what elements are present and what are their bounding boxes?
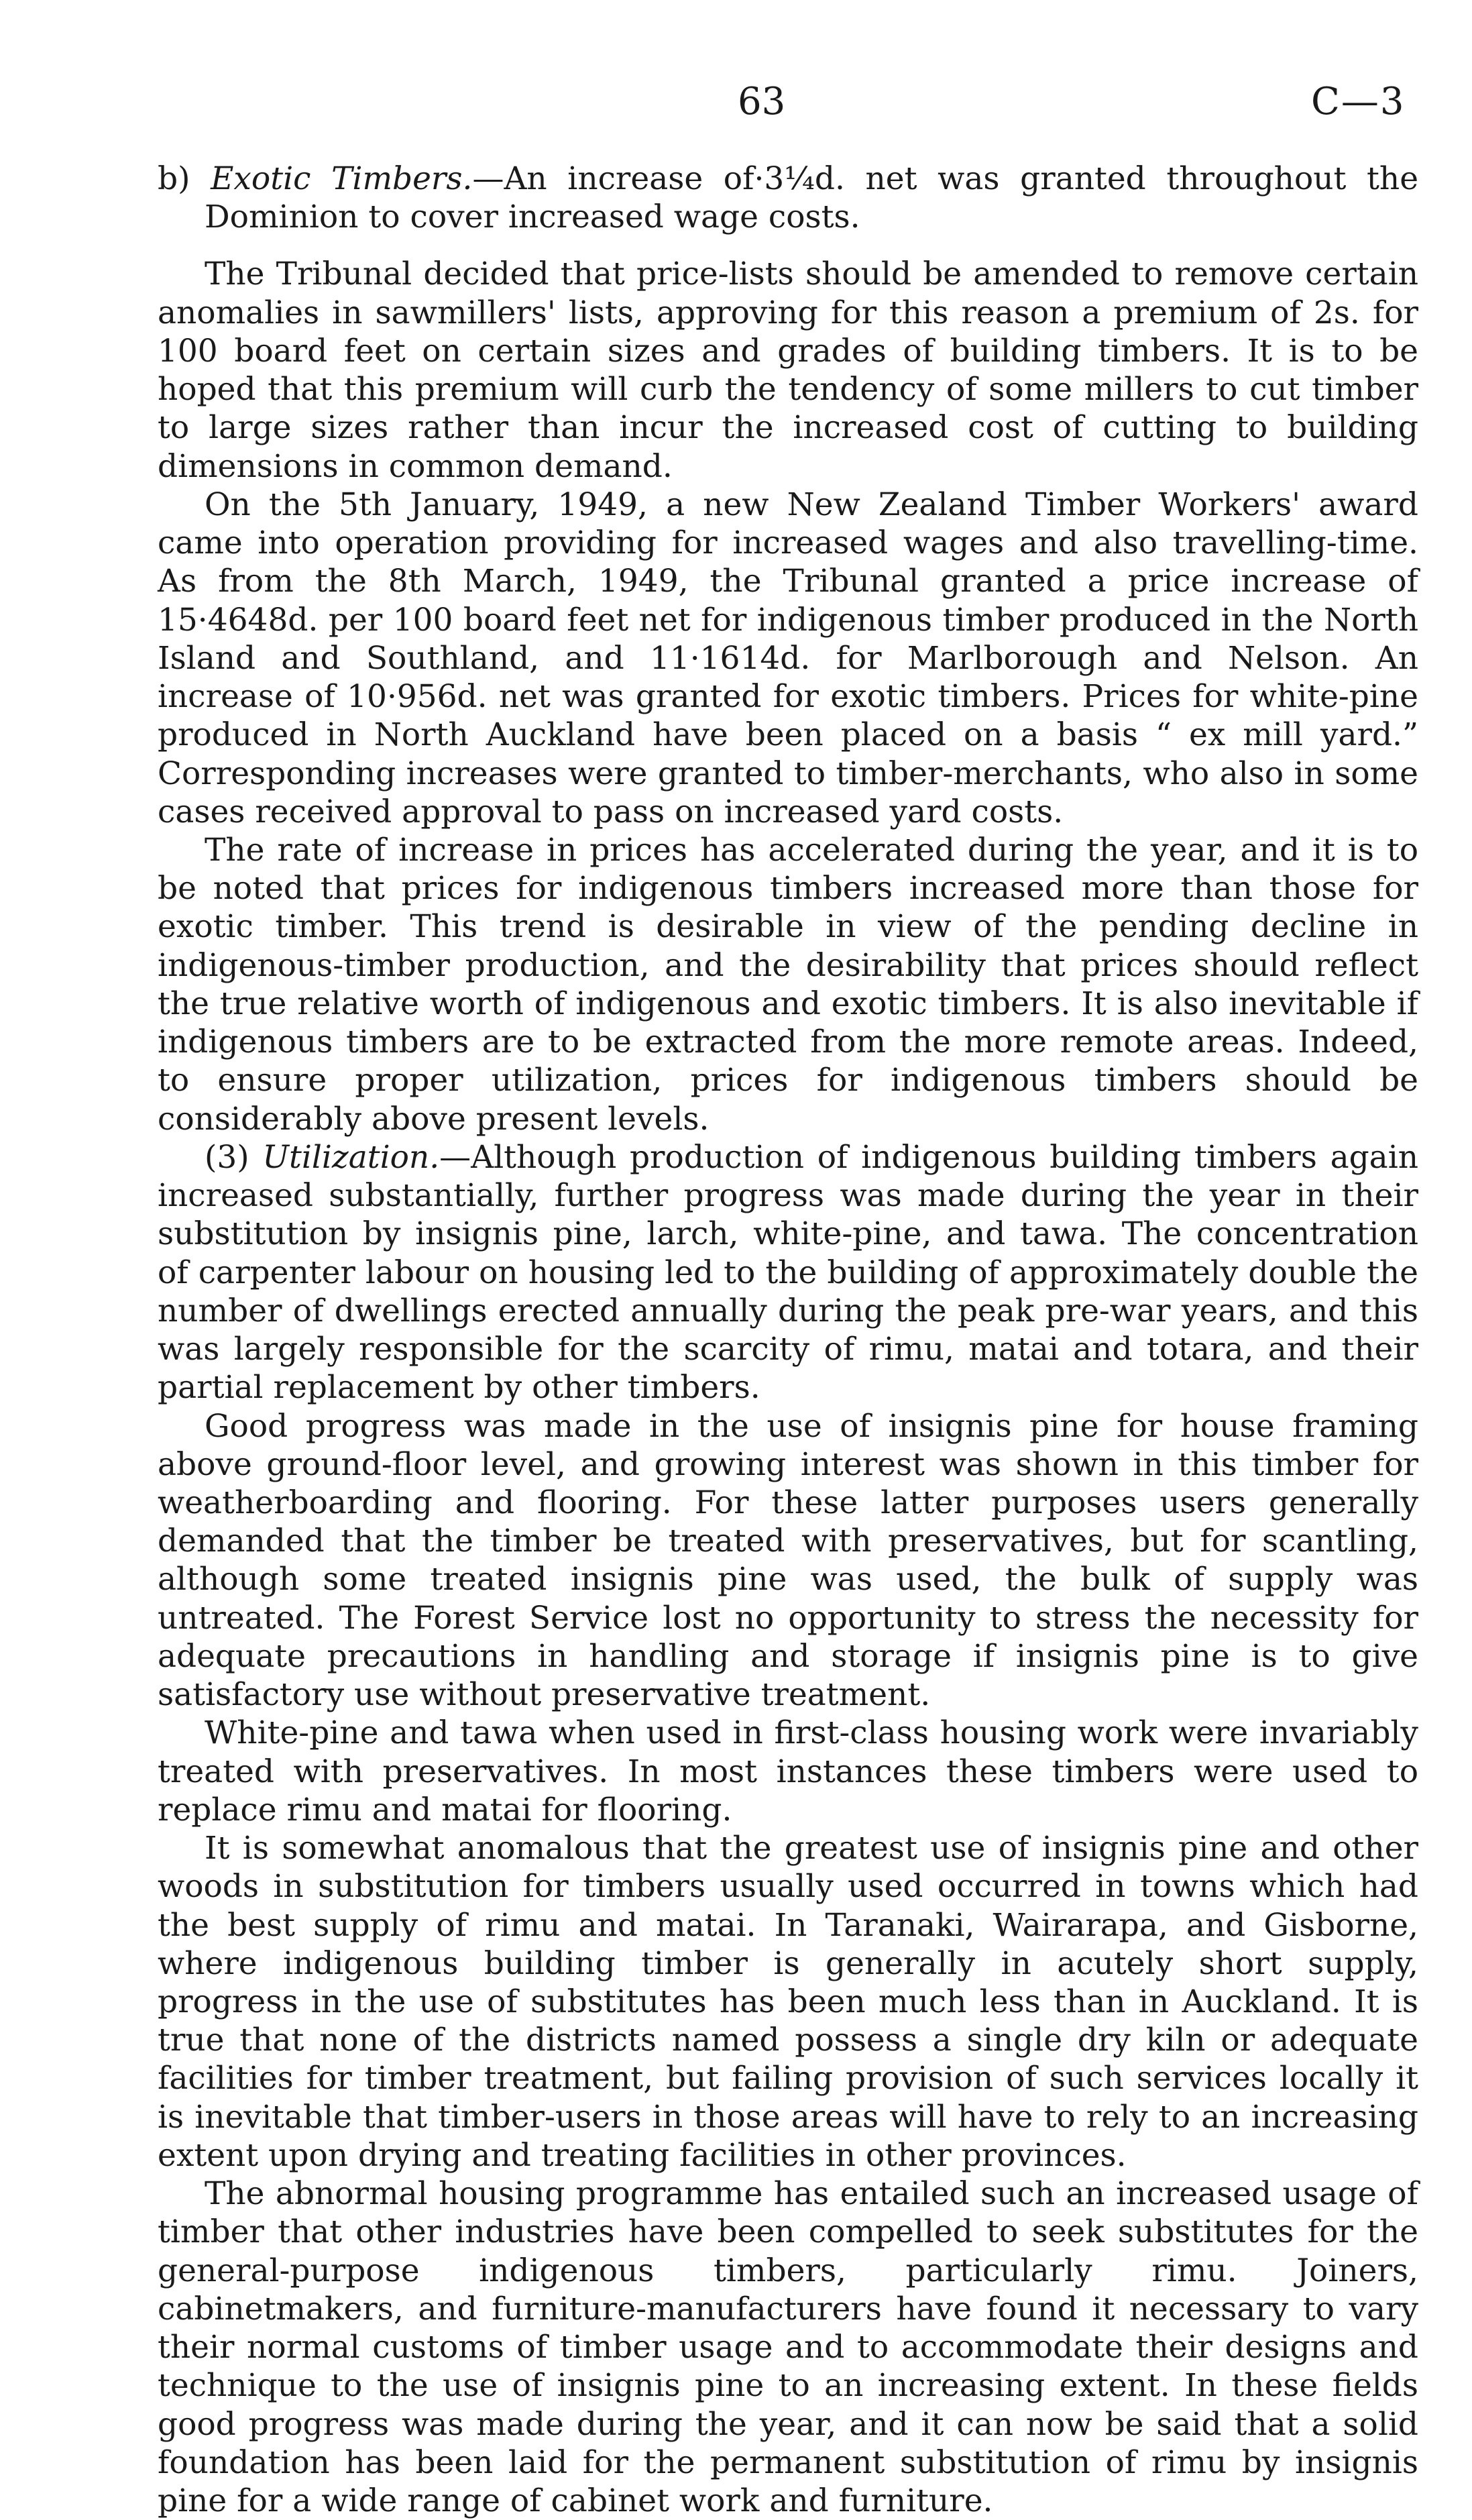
paragraph-rate-of-increase: The rate of increase in prices has accelerated during the year, and it is to be noted that prices for indigenous timbers increased more than those for exotic timber. This trend is desirable in view of the pending decline in indigenous-timber production, and the desirability that prices should reflect the true relative worth of indigenous and exotic timbers. It is also inevitable if indigenous timbers are to be extracted from the more remote areas. Indeed, to ensure proper utilization, prices for indigenous timbers should be considerably above present levels. [158,831,1418,1138]
section-3-heading: Utilization. [262,1138,440,1176]
paragraph-tribunal-price-lists: The Tribunal decided that price-lists should be amended to remove certain anomalies in sawmillers' lists, approving for this reason a premium of 2s. for 100 board feet on certain sizes and grades of building timbers. It is to be hoped that this premium will curb the tendency of some millers to cut timber to large sizes rather than incur the increased cost of cutting to building dimensions in common demand. [158,256,1418,485]
section-b-exotic-timbers [158,160,1418,236]
section-b-heading: Exotic Timbers. [211,160,473,197]
section-b-marker: b) [158,160,190,197]
page-number: 63 [738,80,786,123]
paragraph-abnormal-housing-programme: The abnormal housing programme has entailed such an increased usage of timber that other industries have been compelled to seek substitutes for the general-purpose indigenous timbers, particularly rimu. Joiners, cabinetmakers, and furniture-manufacturers have found it necessary to vary their normal customs of timber usage and to accommodate their designs and technique to the use of insignis pine to an increasing extent. In these fields good progress was made during the year, and it can now be said that a solid foundation has been laid for the permanent substitution of rimu by insignis pine for a wide range of cabinet work and furniture. [158,2175,1418,2520]
section-b-text: —An increase of·3¼d. net was granted throughout the Dominion to cover increased wage costs. [205,160,1419,236]
paragraph-insignis-pine-framing: Good progress was made in the use of insignis pine for house framing above ground-floor level, and growing interest was shown in this timber for weatherboarding and flooring. For these latter purposes users generally demanded that the timber be treated with preservatives, but for scantling, although some treated insignis pine was used, the bulk of supply was untreated. The Forest Service lost no opportunity to stress the necessity for adequate precautions in handling and storage if insignis pine is to give satisfactory use without preservative treatment. [158,1407,1418,1714]
body-text [158,160,1418,2520]
paragraph-timber-workers-award: On the 5th January, 1949, a new New Zealand Timber Workers' award came into operation providing for increased wages and also travelling-time. As from the 8th March, 1949, the Tribunal granted a price increase of 15·4648d. per 100 board feet net for indigenous timber produced in the North Island and Southland, and 11·1614d. for Marlborough and Nelson. An increase of 10·956d. net was granted for exotic timbers. Prices for white-pine produced in North Auckland have been placed on a basis “ ex mill yard.” Corresponding increases were granted to timber-merchants, who also in some cases received approval to pass on increased yard costs. [158,486,1418,830]
paragraph-anomalous-usage: It is somewhat anomalous that the greatest use of insignis pine and other woods in substitution for timbers usually used occurred in towns which had the best supply of rimu and matai. In Taranaki, Wairarapa, and Gisborne, where indigenous building timber is generally in acutely short supply, progress in the use of substitutes has been much less than in Auckland. It is true that none of the districts named possess a single dry kiln or adequate facilities for timber treatment, but failing provision of such services locally it is inevitable that timber-users in those areas will have to rely to an increasing extent upon drying and treating facilities in other provinces. [158,1830,1418,2174]
document-reference: C—3 [1311,80,1406,123]
paragraph-white-pine-tawa: White-pine and tawa when used in first-class housing work were invariably treated with preservatives. In most instances these timbers were used to replace rimu and matai for flooring. [158,1714,1418,1828]
section-3-utilization [158,1138,1418,1407]
section-3-text: —Although production of indigenous building timbers again increased substantially, further progress was made during the year in their substitution by insignis pine, larch, white-pine, and tawa. The concentration of carpenter labour on housing led to the building of approximately double the number of dwellings erected annually during the peak pre-war years, and this was largely responsible for the scarcity of rimu, matai and totara, and their partial replacement by other timbers. [158,1138,1418,1407]
section-3-marker: (3) [205,1138,249,1176]
